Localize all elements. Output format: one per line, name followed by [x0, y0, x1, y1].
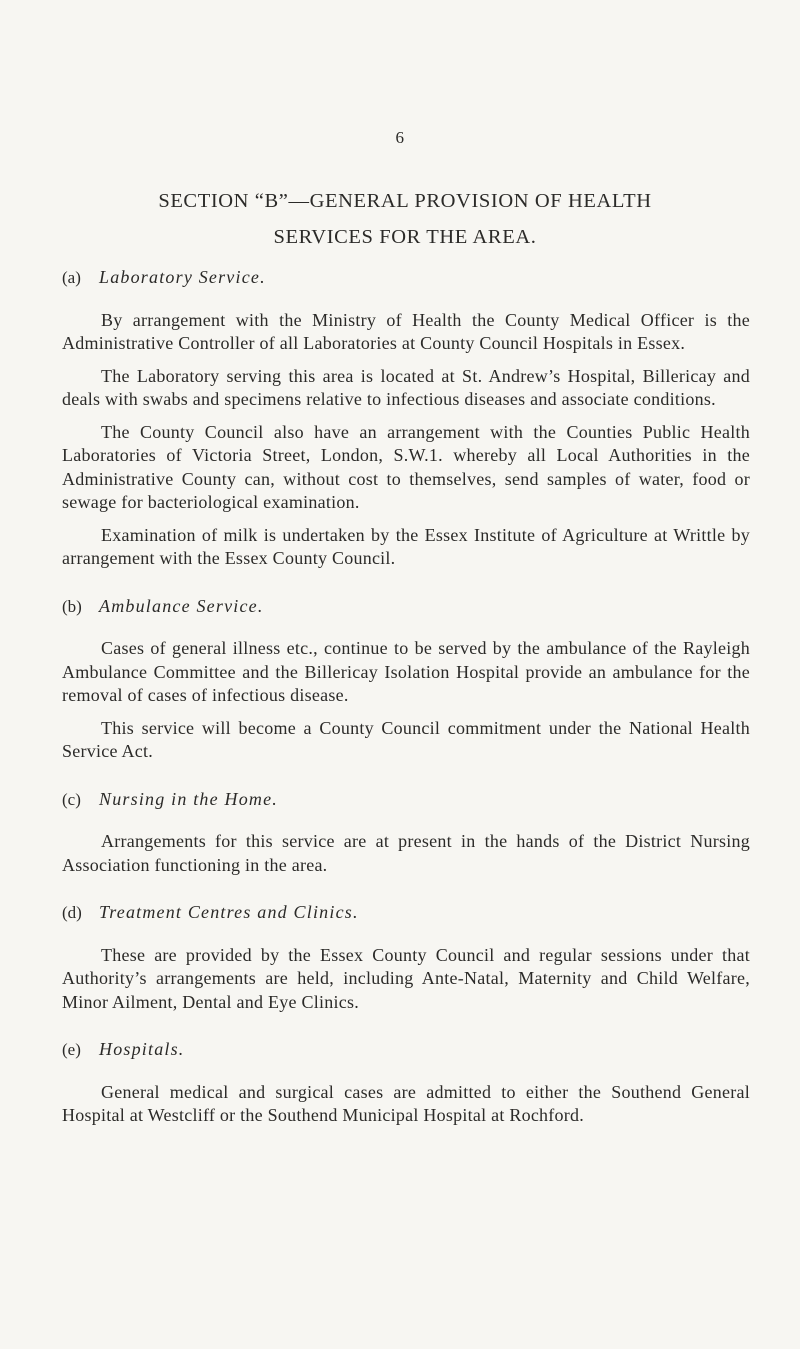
- section-ambulance-service: [62, 595, 750, 764]
- paragraph: By arrangement with the Ministry of Health the County Medical Officer is the Administrative Controller of all Laboratories at County Council Hospitals in Essex.: [62, 309, 750, 353]
- section-title: [62, 901, 750, 925]
- section-letter: (b): [62, 596, 82, 616]
- section-hospitals: [62, 1038, 750, 1128]
- section-treatment-centres: [62, 901, 750, 1014]
- paragraph: General medical and surgical cases are admitted to either the Southend General Hospital at Westcliff or the Southend Municipal Hospital at Rochford.: [62, 1081, 750, 1125]
- section-letter: (c): [62, 789, 81, 809]
- section-name: Laboratory Service.: [99, 267, 266, 287]
- document-body: [62, 266, 750, 1128]
- section-heading-line-1: SECTION “B”—GENERAL PROVISION OF HEALTH: [158, 190, 652, 212]
- section-title: [62, 1038, 750, 1062]
- section-laboratory-service: [62, 266, 750, 571]
- section-title: [62, 266, 750, 290]
- section-letter: (a): [62, 268, 81, 287]
- section-letter: (d): [62, 903, 82, 922]
- section-heading-line-2: SERVICES FOR THE AREA.: [273, 226, 537, 248]
- section-nursing-in-the-home: [62, 788, 750, 878]
- section-title: [62, 788, 750, 812]
- paragraph: The County Council also have an arrangement with the Counties Public Health Laboratories of Victoria Street, London, S.W.1. whereby all Local Authorities in the Administrative County can, without cost to themselves, send samples of water, food or sewage for bacteriological examination.: [62, 421, 750, 512]
- paragraph: These are provided by the Essex County Council and regular sessions under that Authority’s arrangements are held, including Ante-Natal, Maternity and Child Welfare, Minor Ailment, Dental and Eye Clinics.: [62, 944, 750, 1012]
- paragraph: Examination of milk is undertaken by the Essex Institute of Agriculture at Writtle by arrangement with the Essex County Council.: [62, 524, 750, 568]
- section-letter: (e): [62, 1040, 81, 1059]
- paragraph: Cases of general illness etc., continue to be served by the ambulance of the Rayleigh Ambulance Committee and the Billericay Isolation Hospital provide an ambulance for the removal of cases of infectious disease.: [62, 638, 750, 705]
- page-number: 6: [395, 128, 405, 147]
- section-name: Ambulance Service.: [99, 595, 264, 616]
- paragraph: Arrangements for this service are at present in the hands of the District Nursing Association functioning in the area.: [62, 831, 750, 875]
- paragraph: The Laboratory serving this area is located at St. Andrew’s Hospital, Billericay and deals with swabs and specimens relative to infectious diseases and associate conditions.: [62, 365, 750, 409]
- paragraph: This service will become a County Council commitment under the National Health Service Act.: [62, 717, 750, 761]
- section-title: [62, 595, 750, 619]
- section-name: Hospitals.: [99, 1039, 185, 1059]
- section-heading: [80, 183, 730, 255]
- section-name: Nursing in the Home.: [99, 788, 278, 809]
- section-name: Treatment Centres and Clinics.: [99, 902, 359, 922]
